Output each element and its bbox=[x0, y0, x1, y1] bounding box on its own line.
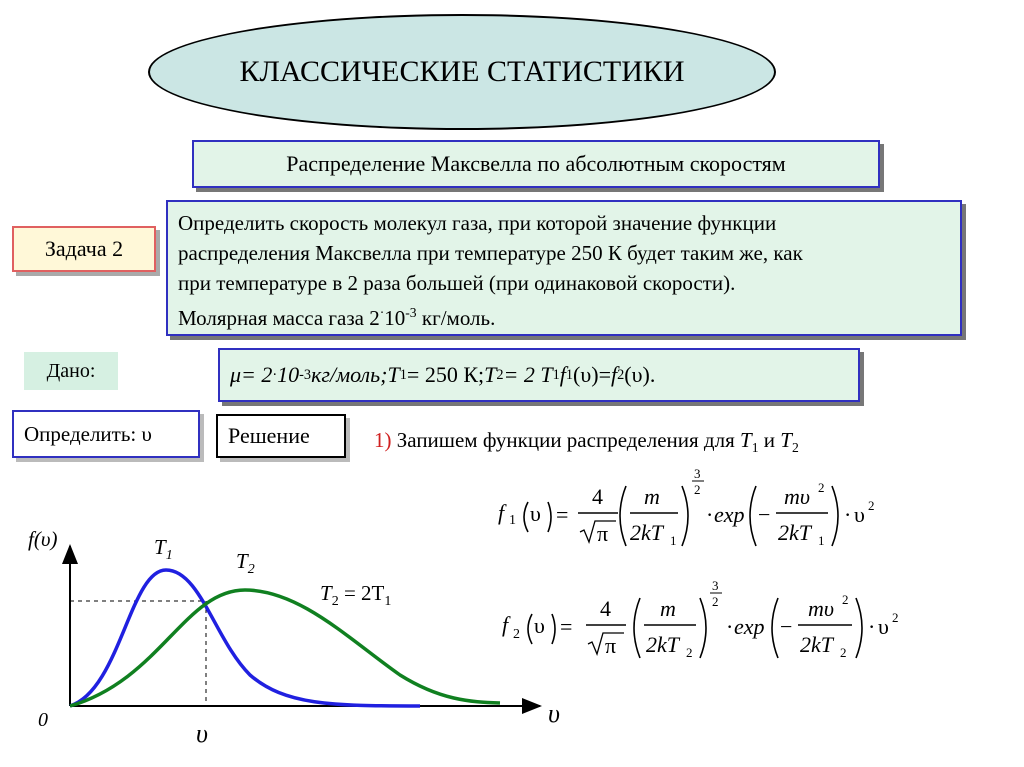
task-line-2: распределения Максвелла при температуре 250 К будет таким же, как bbox=[178, 241, 803, 265]
f1-minus: − bbox=[758, 502, 771, 527]
curve-t2-sub: 2 bbox=[247, 562, 255, 577]
f1-arg: υ bbox=[530, 501, 541, 526]
relation-mid: = 2T bbox=[338, 581, 385, 605]
f1-bigparen-close bbox=[682, 486, 688, 546]
subtitle: Распределение Максвелла по абсолютным скоростям bbox=[286, 151, 786, 176]
f2-minus: − bbox=[780, 614, 793, 639]
given-f1-arg: (υ) bbox=[573, 362, 599, 387]
given-t2-sub: 2 bbox=[496, 366, 504, 383]
f1-index: 1 bbox=[509, 513, 516, 528]
f2-mv-pow: 2 bbox=[842, 592, 849, 607]
task-line-3: при температуре в 2 раза большей (при одинаковой скорости). bbox=[178, 271, 736, 295]
solution-tag bbox=[216, 414, 346, 458]
origin-label: 0 bbox=[38, 709, 48, 731]
f2-bigparen-open bbox=[634, 598, 640, 658]
f1-mv-pow: 2 bbox=[818, 480, 825, 495]
step-1-number: 1) bbox=[374, 428, 397, 452]
task-line-4-exp: -3 bbox=[405, 305, 417, 320]
given-f2: f bbox=[611, 362, 618, 387]
relation-t1-sub: 1 bbox=[384, 594, 392, 609]
f1-v-pow: 2 bbox=[868, 498, 875, 513]
given-dot: · bbox=[272, 366, 278, 383]
f1-den: 2kT bbox=[630, 520, 663, 545]
f2-index: 2 bbox=[513, 627, 520, 642]
f1-four: 4 bbox=[592, 484, 603, 509]
f2-den2: 2kT bbox=[800, 632, 833, 657]
f2-dot2: · bbox=[868, 614, 876, 639]
given-base: 10 bbox=[277, 362, 300, 387]
f2-den2-sub: 2 bbox=[840, 645, 847, 660]
f2-den: 2kT bbox=[646, 632, 679, 657]
f2-pi: π bbox=[605, 633, 617, 658]
curve-t2-letter: T bbox=[236, 549, 248, 573]
find-label: Определить: υ bbox=[24, 421, 152, 446]
step-1-t1: T bbox=[740, 428, 752, 452]
task-tag bbox=[12, 226, 156, 272]
f1-m: m bbox=[644, 484, 660, 509]
task-statement bbox=[166, 200, 962, 336]
f2-four: 4 bbox=[600, 596, 611, 621]
f1-den2: 2kT bbox=[778, 520, 811, 545]
step-1-t2-sub: 2 bbox=[791, 440, 799, 456]
solution-label: Решение bbox=[228, 423, 310, 448]
given-f1-sub: 1 bbox=[565, 366, 574, 383]
f2-mv: mυ bbox=[808, 596, 834, 621]
x-mark-label: υ bbox=[196, 719, 208, 748]
given-t1: T bbox=[387, 362, 400, 387]
given-f1: f bbox=[559, 362, 566, 387]
f2-v: υ bbox=[878, 614, 889, 639]
given-t2: T bbox=[484, 362, 497, 387]
given-f2-sub: 2 bbox=[617, 366, 625, 383]
f1-bigparen-open bbox=[620, 486, 626, 546]
f2-den-sub: 2 bbox=[686, 645, 693, 660]
f1-dot: · bbox=[706, 502, 714, 527]
relation-t2: T bbox=[320, 581, 332, 605]
given-t1-val: = 250 К; bbox=[406, 362, 485, 387]
task-tag-label: Задача 2 bbox=[44, 236, 124, 261]
given-eq: = bbox=[598, 362, 612, 387]
given-f2-arg: (υ). bbox=[624, 362, 656, 387]
subtitle-box bbox=[192, 140, 880, 188]
given-exp: -3 bbox=[299, 366, 312, 383]
task-line-4-prefix: Молярная масса газа 2 bbox=[178, 306, 380, 330]
f1-exp-num: 3 bbox=[694, 466, 701, 481]
f2-bigparen-close bbox=[700, 598, 706, 658]
f2-m: m bbox=[660, 596, 676, 621]
f2-exp-num: 3 bbox=[712, 578, 719, 593]
f2-dot: · bbox=[726, 614, 734, 639]
f1-exp: exp bbox=[714, 502, 745, 527]
f1-symbol: f bbox=[498, 500, 505, 525]
task-line-1: Определить скорость молекул газа, при которой значение функции bbox=[178, 211, 777, 235]
f1-mv: mυ bbox=[784, 484, 810, 509]
step-1-and: и bbox=[758, 428, 781, 452]
find-tag bbox=[12, 410, 200, 458]
y-axis-label: f(υ) bbox=[28, 527, 58, 551]
step-1 bbox=[374, 428, 799, 456]
page-title: КЛАССИЧЕСКИЕ СТАТИСТИКИ bbox=[239, 55, 685, 88]
curve-t1-label bbox=[154, 535, 173, 563]
x-axis-label: υ bbox=[548, 699, 560, 728]
given-tag bbox=[24, 352, 118, 390]
given-unit: кг/моль; bbox=[311, 362, 388, 387]
f2-exp: exp bbox=[734, 614, 765, 639]
given-t1-sub: 1 bbox=[399, 366, 407, 383]
f1-den2-sub: 1 bbox=[818, 533, 825, 548]
given-tag-label: Дано: bbox=[46, 359, 96, 382]
f2-expparen-close bbox=[856, 598, 862, 658]
relation-t2-sub: 2 bbox=[331, 594, 339, 609]
distribution-graph bbox=[0, 520, 580, 767]
step-1-text: Запишем функции распределения для bbox=[396, 428, 740, 452]
f1-equals: = bbox=[556, 502, 569, 527]
f1-exp-den: 2 bbox=[694, 482, 701, 497]
curve-t2-label bbox=[236, 549, 255, 577]
f2-v-pow: 2 bbox=[892, 610, 899, 625]
f2-equals: = bbox=[560, 614, 573, 639]
f2-symbol: f bbox=[502, 612, 509, 637]
task-line-4-dot: · bbox=[379, 305, 385, 320]
task-line-4 bbox=[178, 298, 950, 333]
f1-den-sub: 1 bbox=[670, 533, 677, 548]
relation-label bbox=[320, 581, 391, 609]
task-line-4-suffix: кг/моль. bbox=[416, 306, 496, 330]
f2-exp-den: 2 bbox=[712, 594, 719, 609]
task-line-4-base: 10 bbox=[384, 306, 406, 330]
given-t2-val: = 2 T bbox=[503, 362, 553, 387]
curve-t1-letter: T bbox=[154, 535, 166, 559]
f1-pi: π bbox=[597, 521, 609, 546]
f2-expparen-open bbox=[772, 598, 778, 658]
given-data bbox=[218, 348, 860, 402]
f1-expparen-open bbox=[750, 486, 756, 546]
f1-v: υ bbox=[854, 502, 865, 527]
f1-expparen-close bbox=[832, 486, 838, 546]
f2-arg: υ bbox=[534, 613, 545, 638]
step-1-t1-sub: 1 bbox=[751, 440, 759, 456]
given-mu: μ= 2 bbox=[230, 362, 273, 387]
step-1-t2: T bbox=[780, 428, 792, 452]
curve-t1-sub: 1 bbox=[165, 548, 173, 563]
given-t2-sub2: 1 bbox=[552, 366, 560, 383]
f1-dot2: · bbox=[844, 502, 852, 527]
